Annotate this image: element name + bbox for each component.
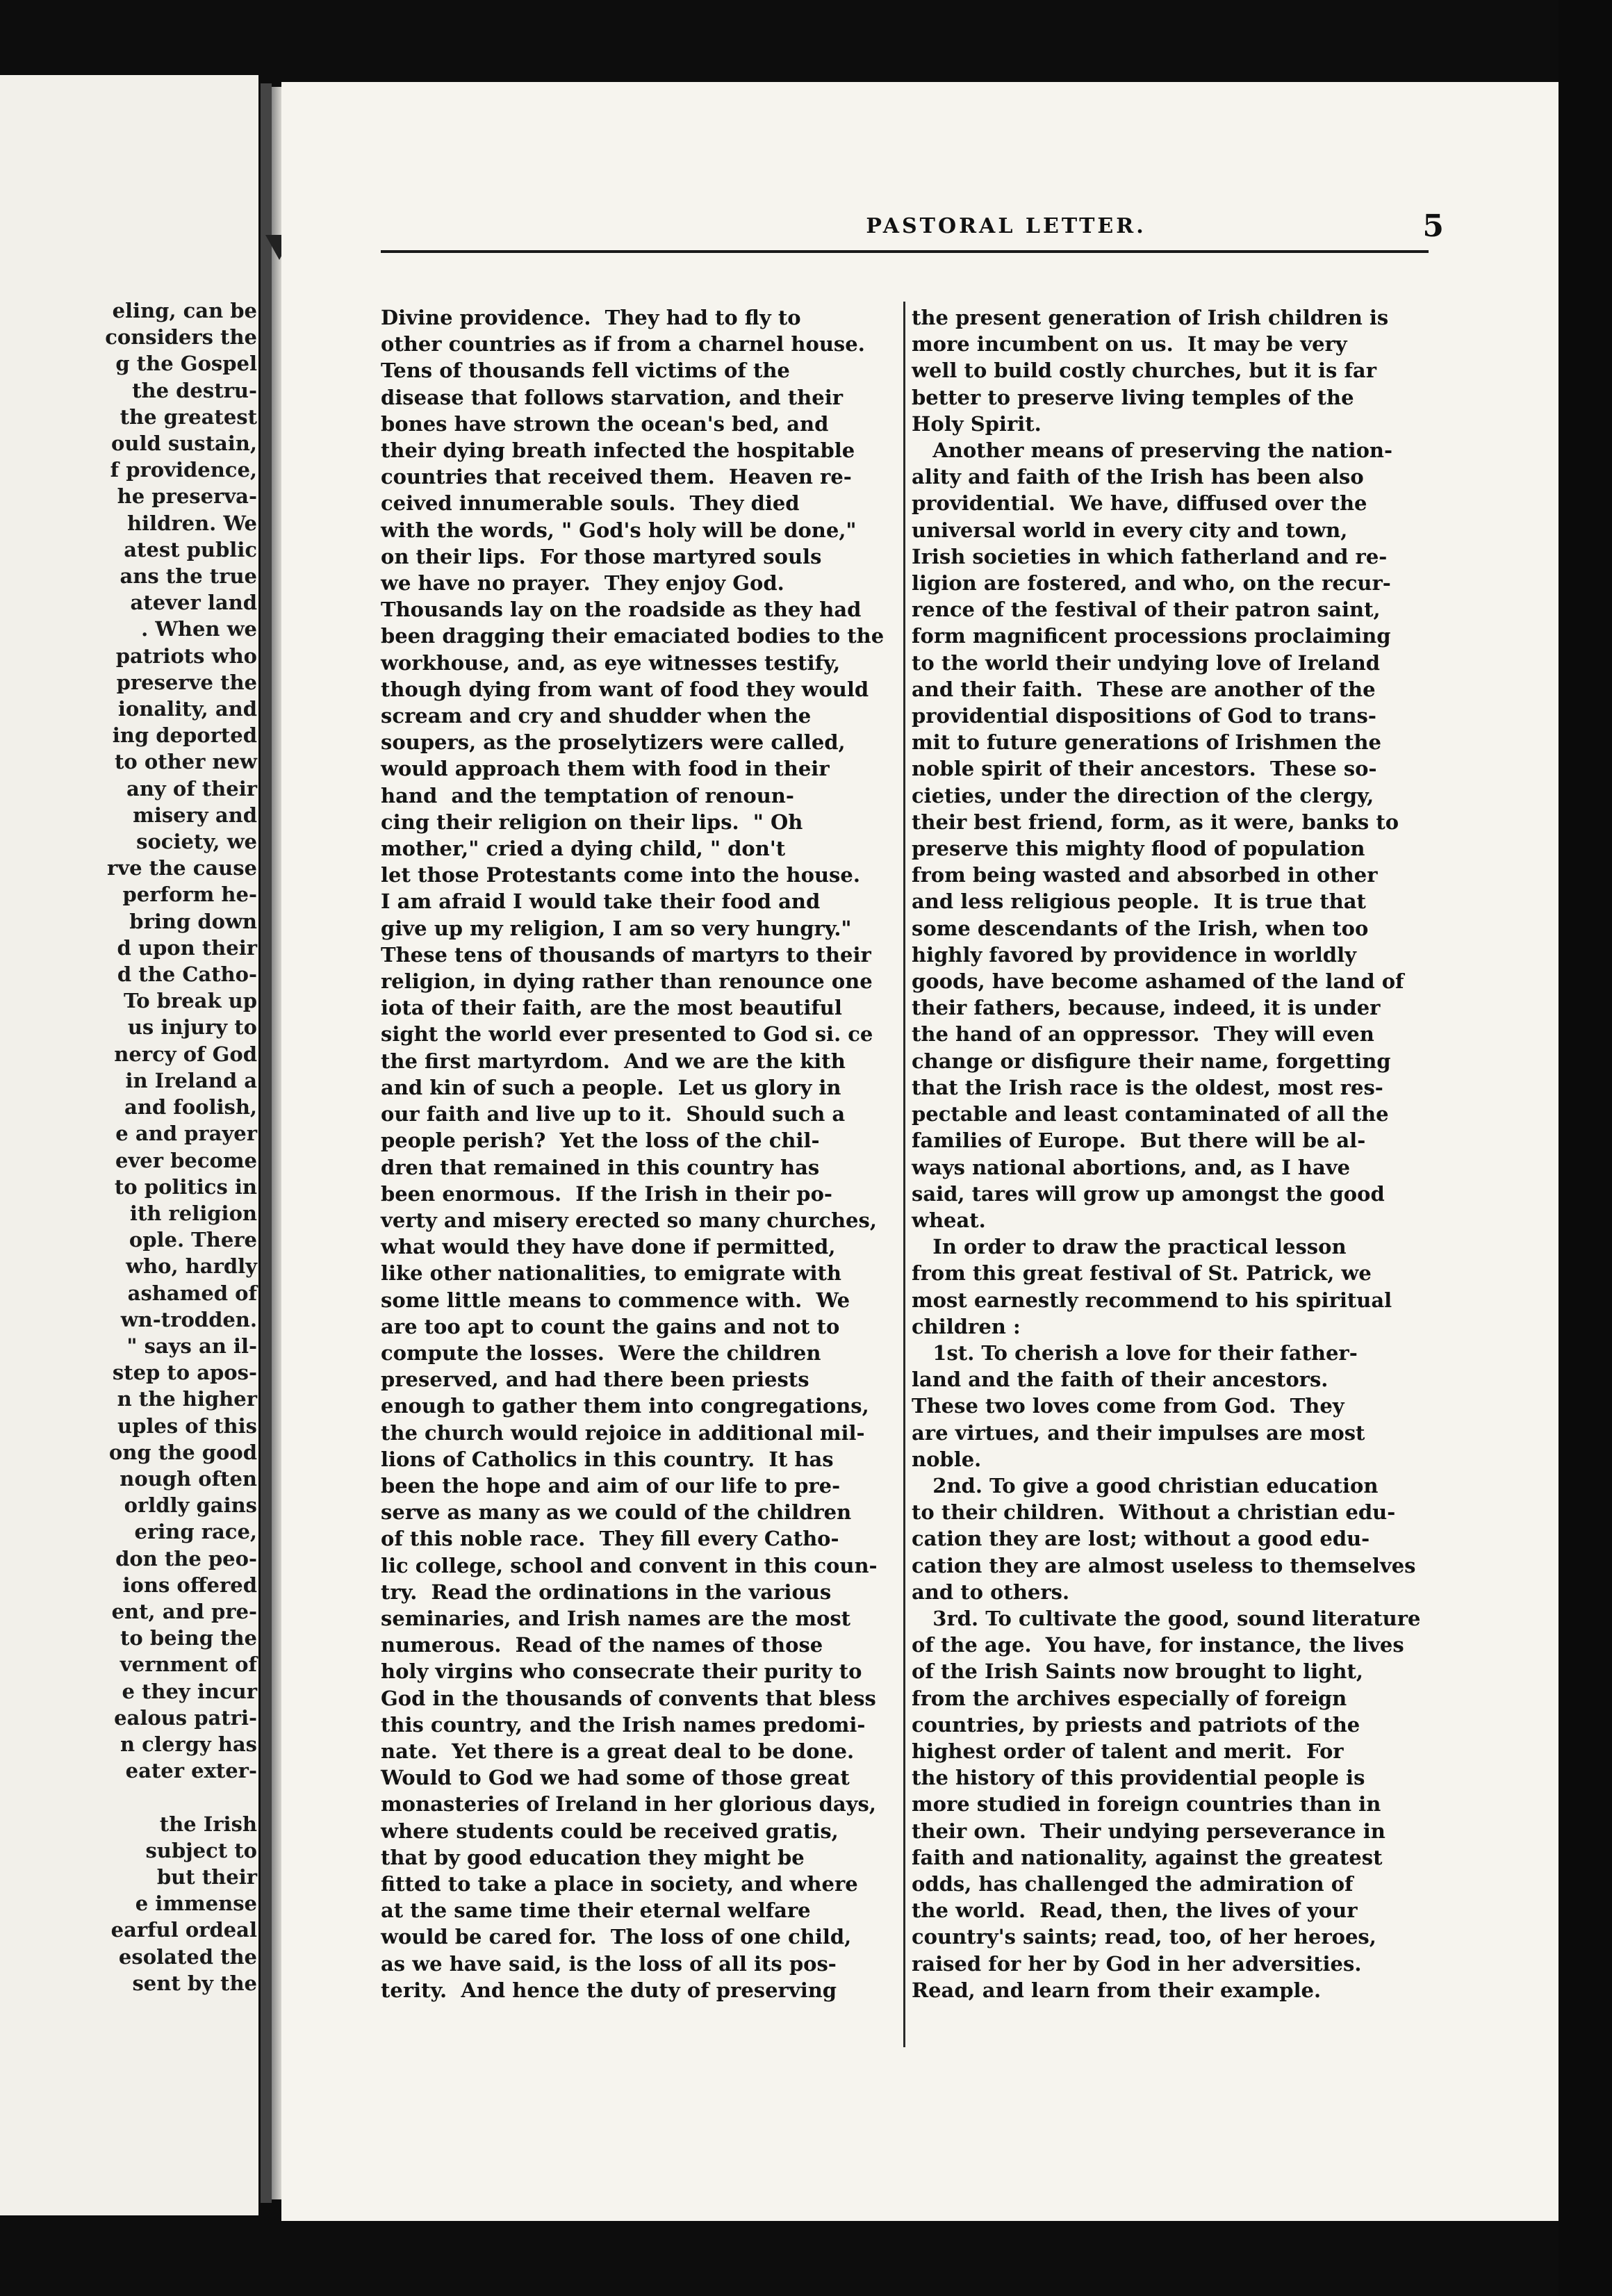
- text-column-left: Divine providence. They had to fly to other countries as if from a charnel house. Tens of thousands fell victims of the disease that follows starvation, and their bones have strown the ocean's bed, and their dying breath infected the hospitable countries that received them. Heaven re- ceived innumerable souls. They died with the words, " God's holy will be done," on their lips. For those martyred souls we have no prayer. They enjoy God. Thousands lay on the roadside as they had been dragging their emaciated bodies to the workhouse, and, as eye witnesses testify, though dying from want of food they would scream and cry and shudder when the soupers, as the proselytizers were called, would approach them with food in their hand and the temptation of renoun- cing their religion on their lips. " Oh mother," cried a dying child, " don't let those Protestants come into the house. I am afraid I would take their food and give up my religion, I am so very hungry." These tens of thousands of martyrs to their religion, in dying rather than renounce one iota of their faith, are the most beautiful sight the world ever presented to God si. ce the first martyrdom. And we are the kith and kin of such a people. Let us glory in our faith and live up to it. Should such a people perish? Yet the loss of the chil- dren that remained in this country has been enormous. If the Irish in their po- verty and misery erected so many churches, what would they have done if permitted, like other nationalities, to emigrate with some little means to commence with. We are too apt to count the gains and not to compute the losses. Were the children preserved, and had there been priests enough to gather them into congregations, the church would rejoice in additional mil- lions of Catholics in this country. It has been the hope and aim of our life to pre- serve as many as we could of the children of this noble race. They fill every Catho- lic college, school and convent in this coun- try. Read the ordinations in the various seminaries, and Irish names are the most numerous. Read of the names of those holy virgins who consecrate their purity to God in the thousands of convents that bless this country, and the Irish names predomi- nate. Yet there is a great deal to be done. Would to God we had some of those great monasteries of Ireland in her glorious days, where students could be received gratis, that by good education they might be fitted to take a place in society, and where at the same time their eternal welfare would be cared for. The loss of one child, as we have said, is the loss of all its pos- terity. And hence the duty of preserving: [381, 306, 885, 2002]
- scan-border-right: [1558, 0, 1612, 2296]
- left-page: [0, 75, 258, 2215]
- column-divider: [903, 302, 905, 2047]
- left-page-text-fragment: eling, can be considers the g the Gospel the destru- the greatest ould sustain, f providence, he preserva- hildren. We atest public ans the true atever land . When we patriots who preserve the ionality, and ing deported to other new any of their misery and society, we rve the cause perform he- bring down d upon their d the Catho- To break up us injury to nercy of God in Ireland a and foolish, e and prayer ever become to politics in ith religion ople. There who, hardly ashamed of wn-trodden. " says an il- step to apos- n the higher uples of this ong the good nough often orldly gains ering race, don the peo- ions offered ent, and pre- to being the vernment of e they incur ealous patri- n clergy has eater exter- the Irish subject to but their e immense earful ordeal esolated the sent by the: [105, 299, 257, 1995]
- text-column-right: the present generation of Irish children is more incumbent on us. It may be very well to build costly churches, but it is far better to preserve living temples of the Holy Spirit. Another means of preserving the nation- ality and faith of the Irish has been also providential. We have, diffused over the universal world in every city and town, Irish societies in which fatherland and re- ligion are fostered, and who, on the recur- rence of the festival of their patron saint, form magnificent processions proclaiming to the world their undying love of Ireland and their faith. These are another of the providential dispositions of God to trans- mit to future generations of Irishmen the noble spirit of their ancestors. These so- cieties, under the direction of the clergy, their best friend, form, as it were, banks to preserve this mighty flood of population from being wasted and absorbed in other and less religious people. It is true that some descendants of the Irish, when too highly favored by providence in worldly goods, have become ashamed of the land of their fathers, because, indeed, it is under the hand of an oppressor. They will even change or disfigure their name, forgetting that the Irish race is the oldest, most res- pectable and least contaminated of all the families of Europe. But there will be al- ways national abortions, and, as I have said, tares will grow up amongst the good wheat. In order to draw the practical lesson from this great festival of St. Patrick, we most earnestly recommend to his spiritual children : 1st. To cherish a love for their father- land and the faith of their ancestors. These two loves come from God. They are virtues, and their impulses are most noble. 2nd. To give a good christian education to their children. Without a christian edu- cation they are lost; without a good edu- cation they are almost useless to themselves and to others. 3rd. To cultivate the good, sound literature of the age. You have, for instance, the lives of the Irish Saints now brought to light, from the archives especially of foreign countries, by priests and patriots of the highest order of talent and merit. For the history of this providential people is more studied in foreign countries than in their own. Their undying perseverance in faith and nationality, against the greatest odds, has challenged the admiration of the world. Read, then, the lives of your country's saints; read, too, of her heroes, raised for her by God in her adversities. Read, and learn from their example.: [912, 306, 1421, 2002]
- page-number: 5: [1422, 208, 1444, 244]
- binding-gutter: [261, 83, 272, 2203]
- running-head: PASTORAL LETTER.: [866, 214, 1146, 238]
- gutter-shadow: [272, 87, 281, 2199]
- header-rule: [381, 250, 1429, 253]
